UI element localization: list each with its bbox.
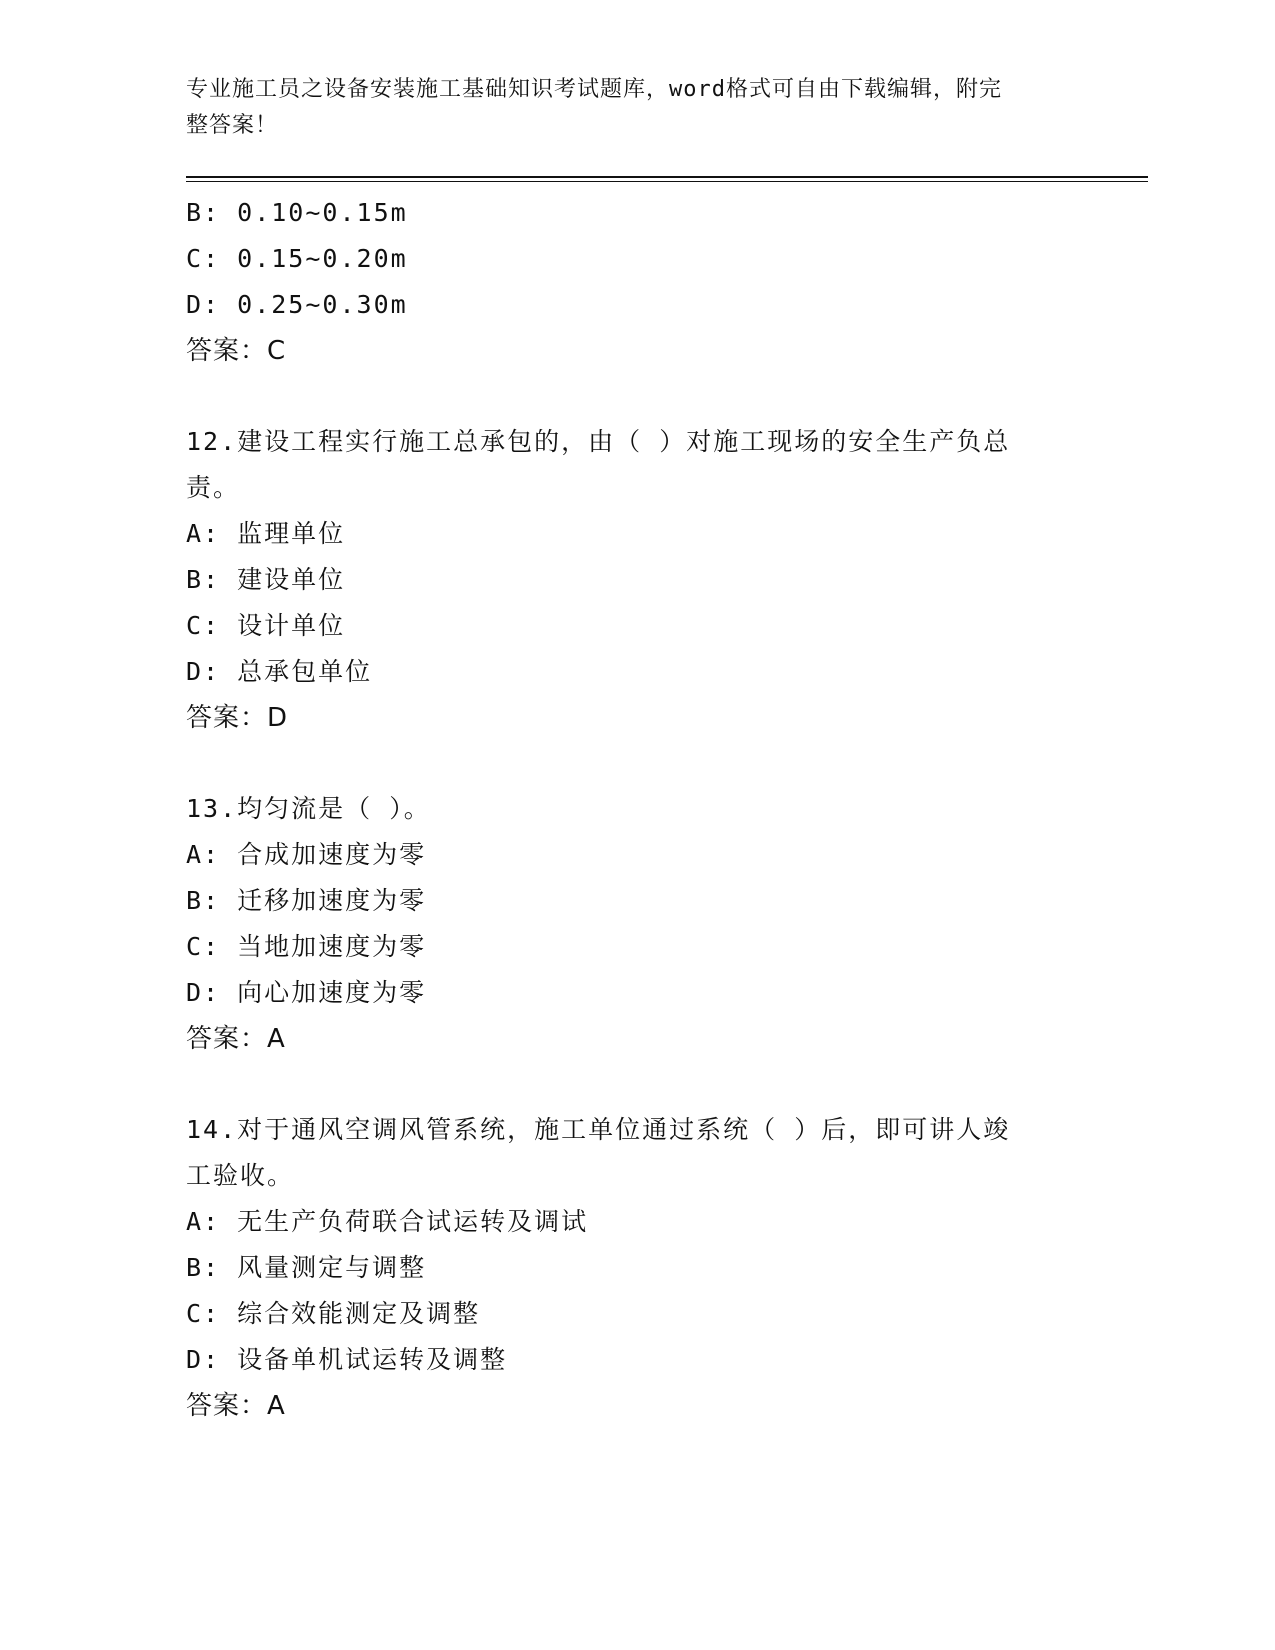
question-list <box>186 190 1066 1429</box>
option-d: D: 向心加速度为零 <box>186 978 427 1007</box>
option-a: A: 无生产负荷联合试运转及调试 <box>186 1207 589 1236</box>
answer-line: 答案：A <box>186 1391 286 1421</box>
question-stem-line-1: 14.对于通风空调风管系统，施工单位通过系统（ ）后，即可讲人竣 <box>186 1115 1011 1144</box>
option-a: A: 监理单位 <box>186 519 346 548</box>
question-12 <box>186 419 1066 741</box>
document-header <box>186 72 1066 144</box>
option-a: A: 合成加速度为零 <box>186 840 427 869</box>
option-c: C: 0.15~0.20m <box>186 244 408 273</box>
option-c: C: 当地加速度为零 <box>186 932 427 961</box>
header-divider-thick <box>186 176 1148 178</box>
option-c: C: 设计单位 <box>186 611 346 640</box>
option-d: D: 设备单机试运转及调整 <box>186 1345 508 1374</box>
option-b: B: 迁移加速度为零 <box>186 886 427 915</box>
question-13 <box>186 786 1066 1062</box>
question-stem-line-1: 13.均匀流是（ ）。 <box>186 794 431 823</box>
option-b: B: 风量测定与调整 <box>186 1253 427 1282</box>
header-line-2: 整答案！ <box>186 113 279 138</box>
option-b: B: 0.10~0.15m <box>186 198 408 227</box>
header-divider-thin <box>186 181 1148 182</box>
option-d: D: 总承包单位 <box>186 657 373 686</box>
option-d: D: 0.25~0.30m <box>186 290 408 319</box>
option-b: B: 建设单位 <box>186 565 346 594</box>
answer-line: 答案：D <box>186 703 289 733</box>
header-line-1: 专业施工员之设备安装施工基础知识考试题库，word格式可自由下载编辑，附完 <box>186 77 1002 102</box>
question-stem-line-2: 责。 <box>186 473 241 502</box>
question-stem-line-1: 12.建设工程实行施工总承包的，由（ ）对施工现场的安全生产负总 <box>186 427 1011 456</box>
option-c: C: 综合效能测定及调整 <box>186 1299 481 1328</box>
answer-line: 答案：A <box>186 1024 286 1054</box>
question-11 <box>186 190 1066 374</box>
answer-line: 答案：C <box>186 336 287 366</box>
question-stem-line-2: 工验收。 <box>186 1161 295 1190</box>
question-14 <box>186 1107 1066 1429</box>
